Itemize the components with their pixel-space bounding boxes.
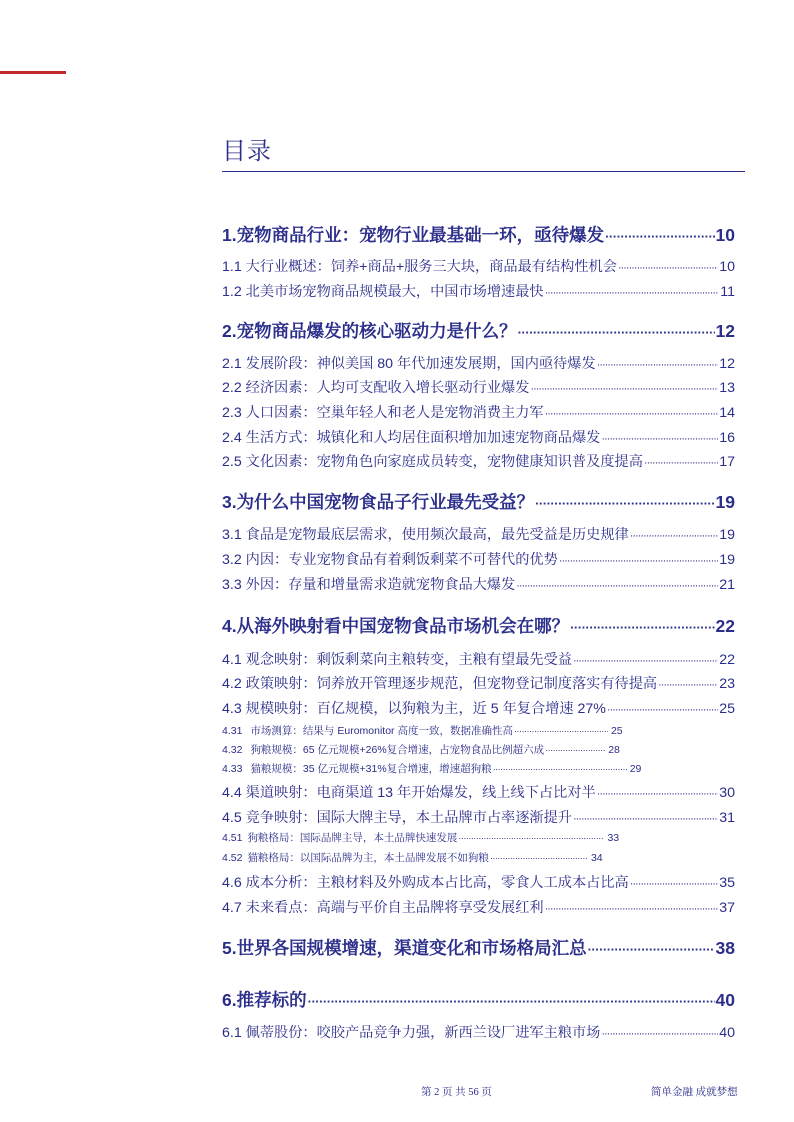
- toc-entry-number: 4.33: [222, 763, 243, 775]
- toc-entry-text: 4.7 未来看点：高端与平价自主品牌将享受发展红利: [222, 900, 544, 916]
- toc-entry-1-2[interactable]: [222, 281, 735, 301]
- toc-entry-text: 1.1 大行业概述：饲养+商品+服务三大块，商品最有结构性机会: [222, 259, 617, 275]
- toc-entry-section-6[interactable]: [222, 987, 735, 1012]
- toc-entry-text: 2.5 文化因素：宠物角色向家庭成员转变，宠物健康知识普及度提高: [222, 454, 643, 470]
- toc-entry-page: 13: [719, 380, 735, 396]
- toc-entry-text: 2.1 发展阶段：神似美国 80 年代加速发展期，国内亟待爆发: [222, 356, 596, 372]
- toc-entry-section-5[interactable]: [222, 935, 735, 960]
- toc-entry-page: 33: [607, 832, 620, 844]
- footer-slogan: 简单金融 成就梦想: [651, 1087, 738, 1098]
- toc-entry-4-5[interactable]: [222, 807, 735, 827]
- toc-leader-dots: [530, 383, 718, 395]
- toc-leader-dots: [607, 704, 718, 716]
- toc-entry-page: 38: [715, 938, 735, 958]
- toc-entry-2-5[interactable]: [222, 451, 735, 471]
- toc-leader-dots: [545, 745, 605, 755]
- toc-entry-text: 6.推荐标的: [222, 990, 307, 1010]
- toc-entry-text: 猫粮规模：35 亿元规模+31%复合增速，增速超狗粮: [250, 763, 492, 775]
- toc-entry-page: 35: [719, 875, 735, 891]
- toc-entry-4-4[interactable]: [222, 782, 735, 802]
- toc-entry-text: 4.3 规模映射：百亿规模，以狗粮为主，近 5 年复合增速 27%: [222, 701, 606, 717]
- toc-entry-text: 2.4 生活方式：城镇化和人均居住面积增加加速宠物商品爆发: [222, 430, 601, 446]
- toc-leader-dots: [545, 903, 719, 915]
- toc-leader-dots: [535, 496, 714, 511]
- toc-entry-4-2[interactable]: [222, 673, 735, 693]
- toc-entry-section-3[interactable]: [222, 489, 735, 514]
- header-accent-bar: [0, 71, 66, 74]
- toc-entry-text: 市场测算：结果与 Euromonitor 高度一致，数据准确性高: [250, 725, 513, 737]
- toc-entry-text: 4.6 成本分析：主粮材料及外购成本占比高，零食人工成本占比高: [222, 875, 629, 891]
- toc-leader-dots: [545, 408, 719, 420]
- toc-entry-page: 12: [715, 321, 735, 341]
- title-divider: [222, 171, 745, 172]
- toc-leader-dots: [588, 942, 715, 957]
- toc-entry-page: 25: [610, 725, 623, 737]
- toc-entry-page: 22: [715, 616, 735, 636]
- toc-entry-3-3[interactable]: [222, 574, 735, 594]
- toc-entry-4-33[interactable]: [222, 761, 735, 776]
- toc-entry-number: 4.51: [222, 832, 243, 844]
- toc-entry-page: 34: [590, 852, 603, 864]
- toc-entry-page: 29: [629, 763, 642, 775]
- toc-leader-dots: [570, 620, 714, 635]
- toc-entry-number: 4.32: [222, 744, 243, 756]
- toc-leader-dots: [630, 530, 718, 542]
- toc-entry-1-1[interactable]: [222, 256, 735, 276]
- toc-entry-4-51[interactable]: [222, 830, 735, 845]
- toc-leader-dots: [573, 813, 718, 825]
- toc-entry-page: 19: [715, 492, 735, 512]
- toc-entry-text: 3.3 外因：存量和增量需求造就宠物食品大爆发: [222, 577, 516, 593]
- toc-entry-page: 37: [719, 900, 735, 916]
- toc-entry-text: 狗粮格局：国际品牌主导，本土品牌快速发展: [247, 832, 458, 844]
- toc-entry-4-6[interactable]: [222, 872, 735, 892]
- toc-entry-page: 19: [719, 552, 735, 568]
- toc-entry-page: 40: [719, 1025, 735, 1041]
- toc-entry-4-52[interactable]: [222, 850, 735, 865]
- toc-leader-dots: [493, 764, 627, 774]
- toc-entry-3-1[interactable]: [222, 524, 735, 544]
- toc-entry-text: 狗粮规模：65 亿元规模+26%复合增速，占宠物食品比例超六成: [250, 744, 545, 756]
- toc-leader-dots: [605, 229, 714, 244]
- toc-entry-text: 4.4 渠道映射：电商渠道 13 年开始爆发，线上线下占比对半: [222, 785, 596, 801]
- toc-entry-2-2[interactable]: [222, 377, 735, 397]
- toc-leader-dots: [573, 655, 718, 667]
- toc-leader-dots: [559, 555, 718, 567]
- toc-entry-page: 10: [719, 259, 735, 275]
- toc-entry-2-1[interactable]: [222, 353, 735, 373]
- toc-entry-text: 1.2 北美市场宠物商品规模最大，中国市场增速最快: [222, 284, 544, 300]
- toc-leader-dots: [308, 994, 715, 1009]
- toc-entry-4-31[interactable]: [222, 723, 735, 738]
- toc-entry-text: 4.2 政策映射：饲养放开管理逐步规范，但宠物登记制度落实有待提高: [222, 676, 658, 692]
- toc-leader-dots: [630, 878, 718, 890]
- toc-entry-4-3[interactable]: [222, 698, 735, 718]
- toc-entry-2-3[interactable]: [222, 402, 735, 422]
- toc-entry-4-32[interactable]: [222, 742, 735, 757]
- toc-entry-page: 21: [719, 577, 735, 593]
- toc-entry-page: 28: [608, 744, 620, 756]
- toc-entry-page: 22: [719, 652, 735, 668]
- toc-entry-section-2[interactable]: [222, 318, 735, 343]
- toc-entry-text: 4.5 竞争映射：国际大牌主导，本土品牌市占率逐渐提升: [222, 810, 572, 826]
- toc-leader-dots: [516, 580, 718, 592]
- toc-leader-dots: [458, 833, 604, 843]
- toc-entry-text: 2.宠物商品爆发的核心驱动力是什么？: [222, 321, 517, 341]
- toc-entry-4-1[interactable]: [222, 649, 735, 669]
- toc-entry-page: 12: [719, 356, 735, 372]
- toc-leader-dots: [644, 457, 718, 469]
- toc-entry-text: 3.为什么中国宠物食品子行业最先受益？: [222, 492, 535, 512]
- toc-entry-text: 5.世界各国规模增速，渠道变化和市场格局汇总: [222, 938, 587, 958]
- toc-entry-text: 4.1 观念映射：剩饭剩菜向主粮转变，主粮有望最先受益: [222, 652, 572, 668]
- toc-leader-dots: [514, 726, 608, 736]
- toc-leader-dots: [658, 679, 718, 691]
- toc-leader-dots: [597, 359, 719, 371]
- toc-entry-text: 4.从海外映射看中国宠物食品市场机会在哪？: [222, 616, 570, 636]
- toc-entry-text: 1.宠物商品行业：宠物行业最基础一环，亟待爆发: [222, 225, 605, 245]
- toc-entry-3-2[interactable]: [222, 549, 735, 569]
- toc-entry-text: 3.2 内因：专业宠物食品有着剩饭剩菜不可替代的优势: [222, 552, 558, 568]
- toc-entry-text: 2.3 人口因素：空巢年轻人和老人是宠物消费主力军: [222, 405, 544, 421]
- toc-leader-dots: [597, 788, 719, 800]
- toc-entry-4-7[interactable]: [222, 897, 735, 917]
- toc-title: 目录: [222, 138, 272, 165]
- toc-entry-text: 猫粮格局：以国际品牌为主，本土品牌发展不如狗粮: [247, 852, 489, 864]
- toc-leader-dots: [618, 262, 718, 274]
- toc-entry-number: 4.31: [222, 725, 243, 737]
- toc-entry-page: 23: [719, 676, 735, 692]
- toc-entry-text: 3.1 食品是宠物最底层需求，使用频次最高，最先受益是历史规律: [222, 527, 629, 543]
- toc-leader-dots: [545, 287, 720, 299]
- toc-leader-dots: [601, 1028, 718, 1040]
- toc-entry-page: 16: [719, 430, 735, 446]
- toc-entry-text: 6.1 佩蒂股份：咬胶产品竞争力强，新西兰设厂进军主粮市场: [222, 1025, 601, 1041]
- toc-entry-number: 4.52: [222, 852, 243, 864]
- toc-entry-page: 19: [719, 527, 735, 543]
- toc-entry-page: 30: [719, 785, 735, 801]
- toc-entry-section-4[interactable]: [222, 613, 735, 638]
- toc-entry-page: 25: [719, 701, 735, 717]
- toc-entry-page: 14: [719, 405, 735, 421]
- toc-entry-page: 10: [715, 225, 735, 245]
- toc-leader-dots: [518, 325, 715, 340]
- toc-entry-2-4[interactable]: [222, 427, 735, 447]
- toc-entry-text: 2.2 经济因素：人均可支配收入增长驱动行业爆发: [222, 380, 530, 396]
- footer-page-number: 第 2 页 共 56 页: [421, 1087, 492, 1098]
- toc-entry-page: 31: [719, 810, 735, 826]
- toc-entry-page: 40: [715, 990, 735, 1010]
- toc-leader-dots: [490, 853, 588, 863]
- toc-entry-page: 11: [720, 284, 735, 300]
- toc-entry-page: 17: [719, 454, 735, 470]
- toc-entry-6-1[interactable]: [222, 1022, 735, 1042]
- toc-leader-dots: [601, 433, 718, 445]
- toc-entry-section-1[interactable]: [222, 222, 735, 247]
